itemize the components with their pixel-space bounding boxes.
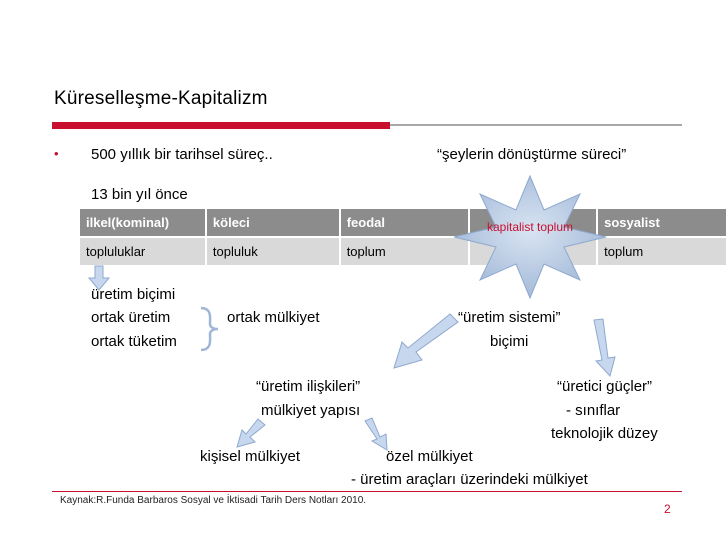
- history-process-text: 500 yıllık bir tarihsel süreç..: [91, 146, 273, 163]
- table-cell: topluluk: [206, 237, 340, 265]
- common-consumption-text: ortak tüketim: [91, 333, 177, 350]
- technology-level-text: teknolojik düzey: [551, 425, 658, 442]
- bullet-icon: •: [54, 146, 59, 161]
- table-header-cell: ilkel(kominal): [80, 209, 206, 237]
- system-form-text: biçimi: [490, 333, 529, 350]
- productive-forces-text: “üretici güçler”: [557, 378, 653, 395]
- production-mode-text: üretim biçimi: [91, 286, 176, 303]
- title-underline-accent: [52, 122, 390, 129]
- years-ago-text: 13 bin yıl önce: [91, 186, 188, 203]
- table-cell: topluluklar: [80, 237, 206, 265]
- means-of-production-text: - üretim araçları üzerindeki mülkiyet: [351, 471, 588, 488]
- table-header-row: [80, 209, 727, 237]
- table-header-cell: köleci: [206, 209, 340, 237]
- table-header-cell: feodal: [340, 209, 470, 237]
- source-citation: Kaynak:R.Funda Barbaros Sosyal ve İktisadi Tarih Ders Notları 2010.: [60, 495, 367, 506]
- arrow-to-personal-icon: [234, 417, 268, 449]
- personal-property-text: kişisel mülkiyet: [200, 448, 301, 465]
- table-cell: toplum: [597, 237, 727, 265]
- capitalist-society-label: kapitalist toplum: [486, 220, 574, 234]
- right-brace-icon: [198, 306, 222, 352]
- common-property-text: ortak mülkiyet: [227, 309, 320, 326]
- page-number: 2: [664, 502, 671, 516]
- arrow-to-relations-icon: [390, 310, 460, 372]
- production-system-text: “üretim sistemi”: [458, 309, 561, 326]
- arrow-to-forces-icon: [590, 318, 622, 378]
- slide-title: Küreselleşme-Kapitalizm: [54, 88, 268, 109]
- table-header-cell: sosyalist: [597, 209, 727, 237]
- property-structure-text: mülkiyet yapısı: [261, 402, 361, 419]
- common-production-text: ortak üretim: [91, 309, 171, 326]
- title-underline-rule: [390, 124, 682, 126]
- star-shape: [450, 172, 610, 302]
- footer-rule: [52, 491, 682, 492]
- production-relations-text: “üretim ilişkileri”: [256, 378, 361, 395]
- table-row: [80, 237, 727, 265]
- arrow-to-private-icon: [362, 417, 392, 451]
- table-cell: toplum: [340, 237, 470, 265]
- private-property-text: özel mülkiyet: [386, 448, 473, 465]
- society-stages-table: [80, 209, 728, 265]
- transformation-quote: “şeylerin dönüştürme süreci”: [437, 146, 627, 163]
- classes-text: - sınıflar: [566, 402, 621, 419]
